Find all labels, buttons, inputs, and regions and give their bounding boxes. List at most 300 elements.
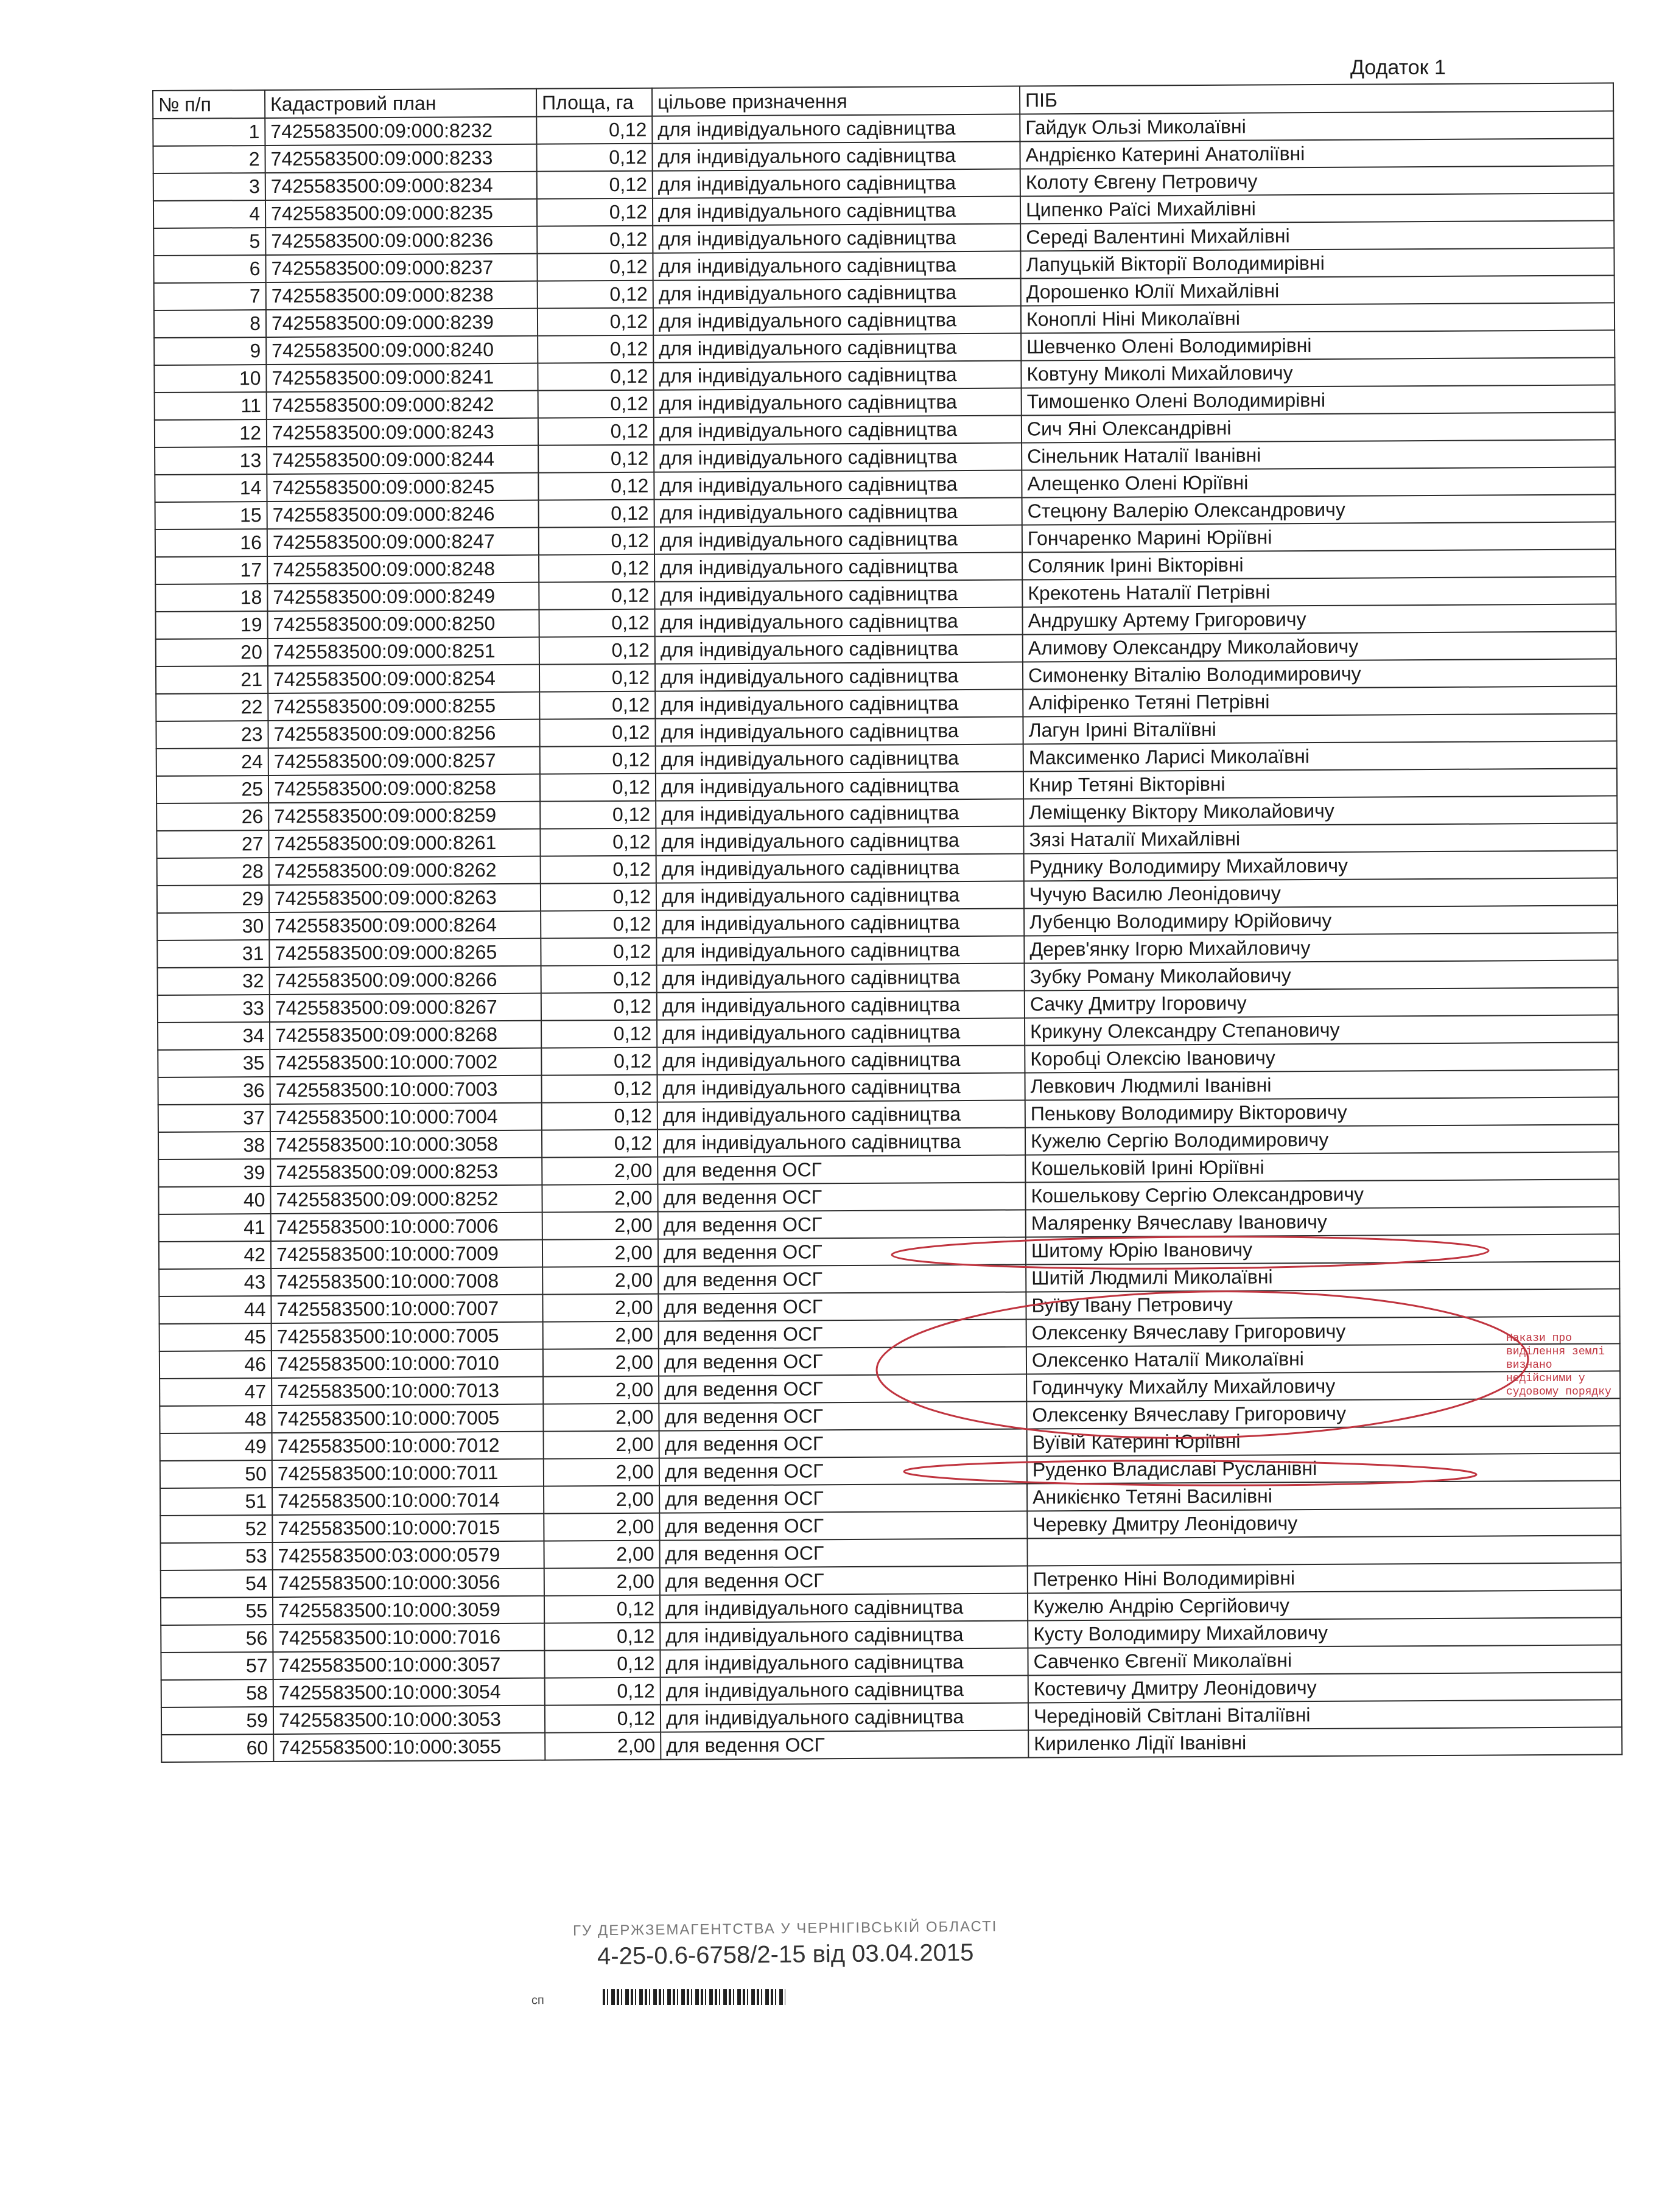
cell-num: 6 bbox=[153, 255, 265, 283]
cell-area: 2,00 bbox=[542, 1294, 658, 1322]
cell-purpose: для індивідуального садівництва bbox=[654, 553, 1022, 582]
cell-name: Стецюну Валерію Олександровичу bbox=[1022, 494, 1616, 525]
cell-num: 25 bbox=[156, 775, 268, 803]
cell-name: Кужелю Сергію Володимировичу bbox=[1025, 1124, 1619, 1155]
cell-purpose: для індивідуального садівництва bbox=[657, 1073, 1025, 1102]
cell-num: 3 bbox=[153, 173, 265, 201]
cell-name: Сич Яні Олександрівні bbox=[1022, 412, 1615, 443]
cell-num: 17 bbox=[155, 556, 267, 584]
cell-cadastral: 7425583500:10:000:7010 bbox=[272, 1349, 543, 1378]
cell-area: 0,12 bbox=[540, 828, 656, 856]
cell-name: Зубку Роману Миколайовичу bbox=[1025, 960, 1618, 990]
cell-area: 0,12 bbox=[541, 911, 656, 939]
cell-area: 0,12 bbox=[539, 609, 654, 637]
cell-area: 2,00 bbox=[544, 1486, 659, 1514]
cell-purpose: для ведення ОСГ bbox=[659, 1511, 1027, 1541]
cell-cadastral: 7425583500:09:000:8259 bbox=[268, 802, 540, 830]
cell-purpose: для індивідуального садівництва bbox=[660, 1594, 1028, 1623]
cell-area: 2,00 bbox=[544, 1541, 659, 1569]
cell-area: 0,12 bbox=[544, 1623, 660, 1651]
cell-name: Гайдук Ользі Миколаївні bbox=[1020, 111, 1613, 141]
cell-name: Коноплі Ніні Миколаївні bbox=[1021, 303, 1615, 333]
annotation-line: Накази про bbox=[1506, 1332, 1573, 1345]
cell-area: 0,12 bbox=[538, 363, 653, 391]
cell-area: 0,12 bbox=[538, 281, 653, 309]
cell-name: Андрушку Артему Григоровичу bbox=[1022, 604, 1616, 634]
cell-num: 2 bbox=[153, 145, 265, 173]
cell-name: Пенькову Володимиру Вікторовичу bbox=[1025, 1097, 1619, 1127]
cell-name: Олексенко Наталії Миколаївні bbox=[1026, 1343, 1620, 1374]
annotation-line: виділення землі bbox=[1506, 1346, 1605, 1358]
cell-num: 44 bbox=[159, 1296, 271, 1324]
cell-num: 34 bbox=[158, 1022, 270, 1050]
cell-name: Андрієнко Катерині Анатоліївні bbox=[1020, 138, 1613, 169]
cell-cadastral: 7425583500:09:000:8261 bbox=[268, 829, 540, 858]
cell-area: 0,12 bbox=[540, 774, 656, 802]
cell-area: 0,12 bbox=[542, 1102, 657, 1130]
cell-name: Шевченко Олені Володимирівні bbox=[1021, 330, 1615, 360]
cell-num: 49 bbox=[160, 1433, 272, 1461]
cell-num: 50 bbox=[160, 1460, 272, 1488]
cell-cadastral: 7425583500:10:000:3054 bbox=[273, 1678, 545, 1707]
cell-cadastral: 7425583500:10:000:7004 bbox=[270, 1103, 542, 1132]
cell-area: 0,12 bbox=[537, 171, 653, 199]
header-purpose: цільове призначення bbox=[652, 86, 1020, 116]
cell-area: 0,12 bbox=[544, 1650, 660, 1678]
cell-purpose: для індивідуального садівництва bbox=[656, 881, 1024, 911]
cell-purpose: для індивідуального садівництва bbox=[653, 169, 1020, 198]
cell-num: 38 bbox=[158, 1132, 270, 1160]
cell-num: 57 bbox=[161, 1652, 273, 1680]
cell-cadastral: 7425583500:10:000:7015 bbox=[272, 1514, 544, 1542]
cell-purpose: для індивідуального садівництва bbox=[652, 114, 1020, 144]
cell-name: Алещенко Олені Юріївні bbox=[1022, 467, 1615, 497]
cell-name: Петренко Ніні Володимирівні bbox=[1028, 1563, 1621, 1593]
cell-name: Леміщенку Віктору Миколайовичу bbox=[1023, 796, 1617, 826]
cell-cadastral: 7425583500:09:000:8264 bbox=[269, 911, 541, 940]
cell-num: 5 bbox=[153, 228, 265, 256]
cell-num: 10 bbox=[154, 365, 266, 393]
cell-name: Шитій Людмилі Миколаївні bbox=[1026, 1261, 1619, 1292]
cell-num: 55 bbox=[161, 1597, 273, 1625]
cell-purpose: для індивідуального садівництва bbox=[655, 635, 1023, 664]
cell-name: Руденко Владиславі Русланівні bbox=[1027, 1453, 1621, 1483]
cell-name: Олексенку Вячеславу Григоровичу bbox=[1026, 1316, 1620, 1346]
cell-cadastral: 7425583500:09:000:8253 bbox=[270, 1158, 542, 1186]
cell-cadastral: 7425583500:09:000:8239 bbox=[266, 309, 538, 337]
cell-purpose: для індивідуального садівництва bbox=[654, 607, 1022, 637]
cell-area: 0,12 bbox=[542, 1130, 657, 1158]
cell-area: 2,00 bbox=[544, 1431, 659, 1459]
cell-cadastral: 7425583500:09:000:8232 bbox=[265, 117, 536, 145]
annotation-line: судовому порядку bbox=[1506, 1386, 1611, 1398]
cell-num: 23 bbox=[156, 721, 268, 749]
cell-cadastral: 7425583500:10:000:7009 bbox=[271, 1240, 542, 1269]
stamp-organization: ГУ ДЕРЖЗЕМАГЕНТСТВА У ЧЕРНІГІВСЬКІЙ ОБЛАСТІ bbox=[572, 1918, 998, 1939]
cell-num: 13 bbox=[155, 447, 267, 475]
cell-purpose: для індивідуального садівництва bbox=[657, 1046, 1025, 1075]
cell-cadastral: 7425583500:09:000:8266 bbox=[270, 966, 541, 995]
cell-cadastral: 7425583500:09:000:8267 bbox=[270, 993, 541, 1022]
cell-name: Вуїву Івану Петровичу bbox=[1026, 1289, 1619, 1319]
cell-purpose: для ведення ОСГ bbox=[657, 1183, 1025, 1212]
cell-num: 40 bbox=[158, 1186, 270, 1214]
cell-area: 0,12 bbox=[538, 445, 654, 473]
cell-cadastral: 7425583500:10:000:3055 bbox=[273, 1733, 545, 1762]
cell-area: 0,12 bbox=[538, 390, 654, 418]
cell-cadastral: 7425583500:10:000:7006 bbox=[271, 1213, 542, 1241]
cell-num: 16 bbox=[155, 529, 267, 557]
cell-area: 0,12 bbox=[539, 637, 655, 665]
cell-cadastral: 7425583500:09:000:8235 bbox=[265, 199, 537, 228]
cell-area: 2,00 bbox=[544, 1568, 660, 1596]
cell-cadastral: 7425583500:09:000:8248 bbox=[267, 555, 539, 584]
cell-purpose: для індивідуального садівництва bbox=[657, 1101, 1025, 1130]
cell-num: 22 bbox=[156, 693, 268, 721]
cell-area: 0,12 bbox=[536, 144, 652, 172]
cell-num: 28 bbox=[157, 858, 269, 886]
cell-name: Кужелю Андрію Сергійовичу bbox=[1028, 1590, 1621, 1620]
cell-num: 32 bbox=[158, 967, 270, 995]
cell-num: 30 bbox=[157, 912, 269, 940]
cell-area: 2,00 bbox=[545, 1732, 661, 1760]
cell-num: 37 bbox=[158, 1104, 270, 1132]
cell-name: Зязі Наталії Михайлівні bbox=[1023, 823, 1617, 853]
cell-name: Чередіновій Світлані Віталіївні bbox=[1028, 1699, 1622, 1730]
cell-area: 2,00 bbox=[544, 1458, 659, 1486]
cell-cadastral: 7425583500:10:000:7002 bbox=[270, 1048, 541, 1077]
cell-purpose: для ведення ОСГ bbox=[658, 1210, 1026, 1239]
cell-area: 0,12 bbox=[538, 418, 654, 446]
cell-cadastral: 7425583500:09:000:8249 bbox=[267, 583, 539, 611]
cell-purpose: для індивідуального садівництва bbox=[661, 1676, 1028, 1705]
cell-area: 2,00 bbox=[544, 1513, 659, 1541]
cell-num: 48 bbox=[160, 1405, 272, 1433]
cell-name: Аліфіренко Тетяні Петрівні bbox=[1023, 686, 1616, 716]
cell-num: 12 bbox=[155, 419, 267, 447]
cell-cadastral: 7425583500:10:000:7014 bbox=[272, 1486, 544, 1515]
cell-name: Лапуцькій Вікторії Володимирівні bbox=[1020, 248, 1614, 278]
cell-purpose: для ведення ОСГ bbox=[661, 1731, 1028, 1760]
cell-cadastral: 7425583500:10:000:3056 bbox=[273, 1569, 544, 1597]
cell-cadastral: 7425583500:10:000:3059 bbox=[273, 1596, 544, 1625]
cell-purpose: для ведення ОСГ bbox=[659, 1429, 1027, 1458]
cell-num: 60 bbox=[161, 1734, 273, 1762]
cell-name: Савченко Євгенії Миколаївні bbox=[1028, 1645, 1621, 1675]
cell-area: 2,00 bbox=[542, 1212, 658, 1240]
cell-purpose: для індивідуального садівництва bbox=[661, 1703, 1028, 1732]
cell-area: 2,00 bbox=[543, 1321, 659, 1349]
cell-num: 15 bbox=[155, 502, 267, 530]
cell-num: 29 bbox=[157, 885, 269, 913]
cell-cadastral: 7425583500:09:000:8244 bbox=[267, 446, 538, 474]
cell-num: 7 bbox=[154, 282, 266, 310]
cell-purpose: для індивідуального садівництва bbox=[652, 142, 1020, 171]
cell-purpose: для індивідуального садівництва bbox=[655, 690, 1023, 719]
cell-name: Шитому Юрію Івановичу bbox=[1026, 1234, 1619, 1264]
cell-num: 54 bbox=[161, 1570, 273, 1598]
header-num: № п/п bbox=[153, 90, 265, 119]
cell-purpose: для індивідуального садівництва bbox=[654, 525, 1022, 555]
cell-name: Костевичу Дмитру Леонідовичу bbox=[1028, 1672, 1622, 1703]
cell-num: 51 bbox=[160, 1488, 272, 1516]
cell-purpose: для індивідуального садівництва bbox=[653, 279, 1021, 308]
cell-purpose: для індивідуального садівництва bbox=[657, 991, 1025, 1020]
cell-name: Чучую Василю Леонідовичу bbox=[1024, 878, 1618, 908]
cell-cadastral: 7425583500:10:000:7012 bbox=[272, 1432, 544, 1460]
cell-num: 9 bbox=[154, 337, 266, 365]
cell-area: 0,12 bbox=[539, 691, 655, 719]
cell-num: 8 bbox=[154, 310, 266, 338]
barcode bbox=[603, 1989, 785, 2005]
cell-purpose: для індивідуального садівництва bbox=[657, 1018, 1025, 1048]
cell-area: 0,12 bbox=[539, 664, 655, 692]
cell-area: 0,12 bbox=[541, 856, 656, 884]
cell-name: Маляренку Вячеславу Івановичу bbox=[1026, 1206, 1619, 1237]
cell-area: 0,12 bbox=[537, 226, 653, 254]
cell-purpose: для індивідуального садівництва bbox=[653, 251, 1020, 281]
cell-num: 53 bbox=[160, 1542, 272, 1570]
cell-cadastral: 7425583500:09:000:8243 bbox=[267, 418, 538, 447]
cell-name: Соляник Ірині Вікторівні bbox=[1022, 549, 1616, 579]
header-cadastral: Кадастровий план bbox=[265, 89, 536, 118]
cell-num: 36 bbox=[158, 1077, 270, 1105]
cell-num: 39 bbox=[158, 1159, 270, 1187]
cell-purpose: для ведення ОСГ bbox=[659, 1402, 1026, 1431]
cell-name: Дорошенко Юлії Михайлівні bbox=[1021, 275, 1615, 306]
cell-purpose: для індивідуального садівництва bbox=[653, 224, 1020, 253]
cell-num: 1 bbox=[153, 118, 265, 146]
cell-name: Дерев'янку Ігорю Михайловичу bbox=[1024, 933, 1618, 963]
cell-name: Симоненку Віталію Володимировичу bbox=[1023, 659, 1616, 689]
cell-cadastral: 7425583500:09:000:8252 bbox=[270, 1185, 542, 1214]
stamp-registration-number: 4-25-0.6-6758/2-15 від 03.04.2015 bbox=[597, 1939, 974, 1970]
cell-purpose: для індивідуального садівництва bbox=[656, 772, 1023, 801]
cell-purpose: для індивідуального садівництва bbox=[654, 498, 1022, 527]
cell-purpose: для індивідуального садівництва bbox=[653, 334, 1021, 363]
cell-purpose: для ведення ОСГ bbox=[657, 1155, 1025, 1185]
cell-num: 47 bbox=[160, 1378, 272, 1406]
cell-cadastral: 7425583500:10:000:7007 bbox=[271, 1295, 542, 1323]
cell-num: 59 bbox=[161, 1707, 273, 1735]
cell-purpose: для індивідуального садівництва bbox=[656, 799, 1023, 828]
cell-num: 42 bbox=[159, 1241, 271, 1269]
cell-area: 0,12 bbox=[544, 1595, 660, 1623]
cell-name: Вуївій Катерині Юріївні bbox=[1027, 1426, 1621, 1456]
cell-cadastral: 7425583500:09:000:8242 bbox=[267, 391, 538, 419]
cell-cadastral: 7425583500:09:000:8251 bbox=[268, 637, 539, 666]
cell-num: 43 bbox=[159, 1269, 271, 1297]
cell-name: Лагун Ірині Віталіївні bbox=[1023, 713, 1616, 744]
cell-num: 4 bbox=[153, 200, 265, 228]
cell-purpose: для ведення ОСГ bbox=[659, 1347, 1026, 1376]
cell-purpose: для індивідуального садівництва bbox=[656, 827, 1023, 856]
cell-cadastral: 7425583500:09:000:8241 bbox=[266, 363, 538, 392]
registration-stamp bbox=[531, 1918, 1005, 2007]
cell-num: 58 bbox=[161, 1679, 273, 1707]
cell-cadastral: 7425583500:09:000:8250 bbox=[267, 610, 539, 639]
cell-name bbox=[1027, 1535, 1621, 1566]
cell-num: 35 bbox=[158, 1049, 270, 1077]
cell-name: Крекотень Наталії Петрівні bbox=[1022, 576, 1616, 607]
cell-purpose: для індивідуального садівництва bbox=[654, 443, 1022, 472]
cell-purpose: для ведення ОСГ bbox=[658, 1292, 1026, 1321]
cell-cadastral: 7425583500:10:000:7005 bbox=[272, 1322, 543, 1351]
cell-cadastral: 7425583500:09:000:8238 bbox=[266, 281, 538, 310]
cell-num: 18 bbox=[155, 584, 267, 612]
cell-cadastral: 7425583500:10:000:3057 bbox=[273, 1651, 544, 1679]
cell-purpose: для індивідуального садівництва bbox=[656, 936, 1024, 965]
cell-purpose: для індивідуального садівництва bbox=[655, 662, 1023, 691]
cell-name: Сачку Дмитру Ігоровичу bbox=[1025, 987, 1618, 1018]
cell-name: Крикуну Олександру Степановичу bbox=[1025, 1015, 1618, 1045]
cell-purpose: для ведення ОСГ bbox=[659, 1457, 1027, 1486]
cell-name: Кошелькову Сергію Олександровичу bbox=[1025, 1179, 1619, 1209]
cell-name: Лубенцю Володимиру Юрійовичу bbox=[1024, 905, 1618, 936]
cell-cadastral: 7425583500:09:000:8233 bbox=[265, 144, 536, 173]
cell-area: 2,00 bbox=[542, 1185, 657, 1213]
cell-cadastral: 7425583500:09:000:8247 bbox=[267, 528, 539, 556]
cell-num: 56 bbox=[161, 1625, 273, 1653]
cell-cadastral: 7425583500:10:000:7013 bbox=[272, 1377, 543, 1405]
cell-name: Максименко Ларисі Миколаївні bbox=[1023, 741, 1617, 771]
cell-purpose: для індивідуального садівництва bbox=[656, 854, 1024, 883]
cell-area: 2,00 bbox=[542, 1239, 658, 1267]
cell-name: Левкович Людмилі Іванівні bbox=[1025, 1069, 1618, 1100]
cell-purpose: для ведення ОСГ bbox=[659, 1320, 1026, 1349]
cell-purpose: для індивідуального садівництва bbox=[653, 361, 1021, 390]
cell-area: 0,12 bbox=[541, 965, 657, 993]
cell-name: Гончаренко Марині Юріївні bbox=[1022, 522, 1616, 552]
cell-name: Тимошенко Олені Володимирівні bbox=[1022, 385, 1615, 415]
cell-purpose: для ведення ОСГ bbox=[659, 1374, 1026, 1404]
cell-name: Кириленко Лідії Іванівні bbox=[1028, 1727, 1622, 1757]
cell-num: 41 bbox=[159, 1214, 271, 1242]
cell-name: Коробці Олексію Івановичу bbox=[1025, 1042, 1618, 1073]
cell-purpose: для індивідуального садівництва bbox=[660, 1621, 1028, 1650]
cell-num: 46 bbox=[160, 1351, 272, 1379]
cell-name: Алимову Олександру Миколайовичу bbox=[1023, 631, 1616, 662]
cell-cadastral: 7425583500:09:000:8240 bbox=[266, 336, 538, 365]
cell-area: 0,12 bbox=[538, 308, 653, 336]
cell-area: 0,12 bbox=[541, 1075, 657, 1103]
cell-purpose: для ведення ОСГ bbox=[659, 1484, 1027, 1513]
cell-area: 0,12 bbox=[539, 582, 654, 610]
cell-area: 2,00 bbox=[542, 1157, 657, 1185]
cell-name: Олексенку Вячеславу Григоровичу bbox=[1026, 1398, 1620, 1429]
cell-cadastral: 7425583500:09:000:8262 bbox=[269, 856, 541, 885]
cell-purpose: для індивідуального садівництва bbox=[653, 306, 1021, 335]
cell-area: 2,00 bbox=[543, 1404, 659, 1432]
cell-area: 2,00 bbox=[543, 1349, 659, 1377]
cell-name: Руднику Володимиру Михайловичу bbox=[1024, 850, 1618, 881]
cell-cadastral: 7425583500:09:000:8234 bbox=[265, 172, 537, 200]
cell-cadastral: 7425583500:03:000:0579 bbox=[272, 1541, 544, 1570]
cell-cadastral: 7425583500:09:000:8246 bbox=[267, 500, 539, 529]
cell-purpose: для індивідуального садівництва bbox=[657, 964, 1025, 993]
cell-area: 2,00 bbox=[542, 1267, 658, 1295]
cell-cadastral: 7425583500:10:000:3058 bbox=[270, 1130, 542, 1159]
land-plots-table bbox=[152, 82, 1622, 1763]
header-area: Площа, га bbox=[536, 88, 652, 117]
cell-name: Черевку Дмитру Леонідовичу bbox=[1027, 1508, 1621, 1538]
cell-cadastral: 7425583500:10:000:7016 bbox=[273, 1623, 544, 1652]
cell-purpose: для індивідуального садівництва bbox=[657, 1128, 1025, 1157]
cell-purpose: для індивідуального садівництва bbox=[654, 416, 1022, 445]
cell-cadastral: 7425583500:10:000:7003 bbox=[270, 1076, 541, 1104]
cell-area: 0,12 bbox=[536, 116, 652, 144]
cell-cadastral: 7425583500:09:000:8265 bbox=[269, 939, 541, 967]
cell-num: 31 bbox=[157, 940, 269, 968]
cell-name: Аникієнко Тетяні Василівні bbox=[1027, 1480, 1621, 1511]
header-name: ПІБ bbox=[1020, 83, 1613, 114]
cell-num: 52 bbox=[160, 1515, 272, 1543]
cell-purpose: для індивідуального садівництва bbox=[656, 744, 1023, 774]
cell-num: 11 bbox=[155, 392, 267, 420]
cell-purpose: для ведення ОСГ bbox=[658, 1237, 1026, 1267]
cell-name: Середі Валентині Михайлівні bbox=[1020, 220, 1614, 251]
cell-purpose: для ведення ОСГ bbox=[659, 1539, 1027, 1568]
cell-cadastral: 7425583500:10:000:3053 bbox=[273, 1706, 545, 1734]
cell-name: Кошельковій Ірині Юріївні bbox=[1025, 1152, 1619, 1182]
cell-num: 20 bbox=[156, 639, 268, 667]
cell-cadastral: 7425583500:09:000:8257 bbox=[268, 747, 540, 775]
cell-purpose: для індивідуального садівництва bbox=[654, 580, 1022, 609]
appendix-label: Додаток 1 bbox=[1350, 56, 1446, 79]
stamp-sp-label: сп bbox=[531, 1993, 544, 2007]
cell-cadastral: 7425583500:09:000:8254 bbox=[268, 665, 539, 693]
cell-purpose: для індивідуального садівництва bbox=[655, 717, 1023, 746]
cell-cadastral: 7425583500:09:000:8245 bbox=[267, 473, 538, 502]
cell-area: 0,12 bbox=[538, 335, 653, 363]
cell-num: 45 bbox=[160, 1323, 272, 1351]
cell-area: 0,12 bbox=[540, 801, 656, 829]
cell-area: 0,12 bbox=[537, 253, 653, 281]
cell-num: 19 bbox=[155, 611, 267, 639]
cell-area: 0,12 bbox=[539, 527, 654, 555]
cell-cadastral: 7425583500:09:000:8255 bbox=[268, 692, 539, 721]
cell-area: 0,12 bbox=[539, 555, 654, 583]
cell-area: 0,12 bbox=[540, 746, 656, 774]
cell-cadastral: 7425583500:09:000:8256 bbox=[268, 719, 539, 748]
cell-num: 26 bbox=[156, 803, 268, 831]
cell-purpose: для індивідуального садівництва bbox=[653, 197, 1020, 226]
cell-purpose: для індивідуального садівництва bbox=[660, 1648, 1028, 1678]
cell-name: Годинчуку Михайлу Михайловичу bbox=[1026, 1371, 1620, 1401]
cell-num: 27 bbox=[156, 830, 268, 858]
cell-area: 2,00 bbox=[543, 1376, 659, 1404]
cell-cadastral: 7425583500:10:000:7005 bbox=[272, 1404, 543, 1433]
cell-name: Ципенко Раїсі Михайлівні bbox=[1020, 193, 1614, 223]
cell-num: 33 bbox=[158, 995, 270, 1023]
cell-name: Книр Тетяні Вікторівні bbox=[1023, 768, 1617, 799]
cell-area: 0,12 bbox=[539, 719, 655, 747]
cell-purpose: для ведення ОСГ bbox=[658, 1265, 1026, 1294]
cell-area: 0,12 bbox=[541, 1048, 657, 1076]
cell-name: Кусту Володимиру Михайловичу bbox=[1028, 1617, 1621, 1648]
margin-annotation bbox=[1506, 1332, 1658, 1399]
cell-area: 0,12 bbox=[541, 938, 656, 966]
cell-cadastral: 7425583500:10:000:7011 bbox=[272, 1459, 544, 1488]
cell-area: 0,12 bbox=[539, 500, 654, 528]
cell-area: 0,12 bbox=[537, 198, 653, 226]
cell-cadastral: 7425583500:09:000:8268 bbox=[270, 1021, 541, 1049]
cell-cadastral: 7425583500:09:000:8236 bbox=[265, 226, 537, 255]
cell-cadastral: 7425583500:09:000:8263 bbox=[269, 884, 541, 912]
annotation-line: недійсними у bbox=[1506, 1373, 1585, 1385]
table-body bbox=[153, 111, 1622, 1762]
cell-name: Ковтуну Миколі Михайловичу bbox=[1021, 357, 1615, 388]
